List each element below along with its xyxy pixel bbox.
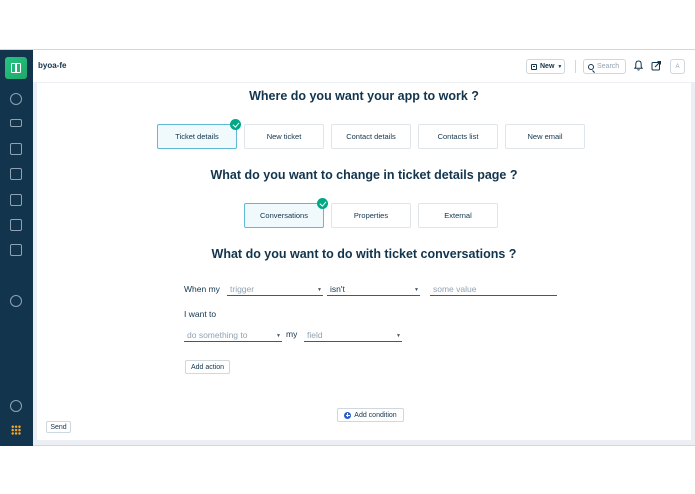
chevron-down-icon: ▼ — [557, 63, 563, 70]
when-label: When my — [184, 284, 220, 294]
groups-icon[interactable] — [10, 219, 22, 231]
option-new-email[interactable]: New email — [505, 124, 585, 149]
search-input[interactable]: Search — [583, 59, 626, 74]
sidebar — [0, 50, 33, 446]
option-new-ticket[interactable]: New ticket — [244, 124, 324, 149]
value-input[interactable]: some value — [430, 284, 557, 296]
search-icon — [588, 64, 594, 70]
avatar[interactable]: A — [670, 59, 685, 74]
option-conversations[interactable]: Conversations — [244, 203, 324, 228]
action-select[interactable]: do something to ▼ — [184, 330, 282, 342]
chevron-down-icon: ▼ — [396, 333, 401, 339]
page-title: byoa-fe — [38, 61, 67, 70]
page-section-heading: What do you want to change in ticket details page ? — [210, 168, 518, 182]
action-heading: What do you want to do with ticket conversations ? — [211, 247, 517, 261]
send-button[interactable]: Send — [46, 421, 71, 433]
add-action-button[interactable]: Add action — [185, 360, 230, 374]
bell-icon[interactable] — [634, 60, 643, 71]
freshdesk-logo[interactable] — [5, 57, 27, 79]
contacts-icon[interactable] — [10, 143, 22, 155]
share-icon[interactable] — [651, 60, 662, 71]
top-header — [33, 50, 695, 83]
check-icon — [317, 198, 328, 209]
operator-select[interactable]: isn't ▼ — [327, 284, 420, 296]
check-icon — [230, 119, 241, 130]
option-external[interactable]: External — [418, 203, 498, 228]
option-properties[interactable]: Properties — [331, 203, 411, 228]
chevron-down-icon: ▼ — [317, 287, 322, 293]
option-contact-details[interactable]: Contact details — [331, 124, 411, 149]
chevron-down-icon: ▼ — [414, 287, 419, 293]
my-label: my — [286, 329, 298, 339]
new-button[interactable]: New ▼ — [526, 59, 565, 74]
forums-icon[interactable] — [10, 194, 22, 206]
location-heading: Where do you want your app to work ? — [249, 89, 479, 103]
header-divider — [575, 60, 576, 73]
dashboard-icon[interactable] — [10, 93, 22, 105]
chevron-down-icon: ▼ — [276, 333, 281, 339]
main-panel — [37, 83, 691, 440]
solutions-icon[interactable] — [10, 168, 22, 180]
admin-gear-icon[interactable] — [10, 295, 22, 307]
tickets-icon[interactable] — [10, 119, 22, 127]
option-ticket-details[interactable]: Ticket details — [157, 124, 237, 149]
field-select[interactable]: field ▼ — [304, 330, 402, 342]
add-condition-button[interactable]: Add condition — [337, 408, 404, 422]
plus-circle-icon — [344, 412, 351, 419]
i-want-label: I want to — [184, 309, 217, 319]
app-window — [0, 49, 695, 446]
chat-icon[interactable] — [10, 400, 22, 412]
apps-grid-icon[interactable] — [11, 425, 21, 435]
trigger-select[interactable]: trigger ▼ — [227, 284, 323, 296]
option-contacts-list[interactable]: Contacts list — [418, 124, 498, 149]
reports-icon[interactable] — [10, 244, 22, 256]
plus-square-icon — [531, 64, 537, 70]
